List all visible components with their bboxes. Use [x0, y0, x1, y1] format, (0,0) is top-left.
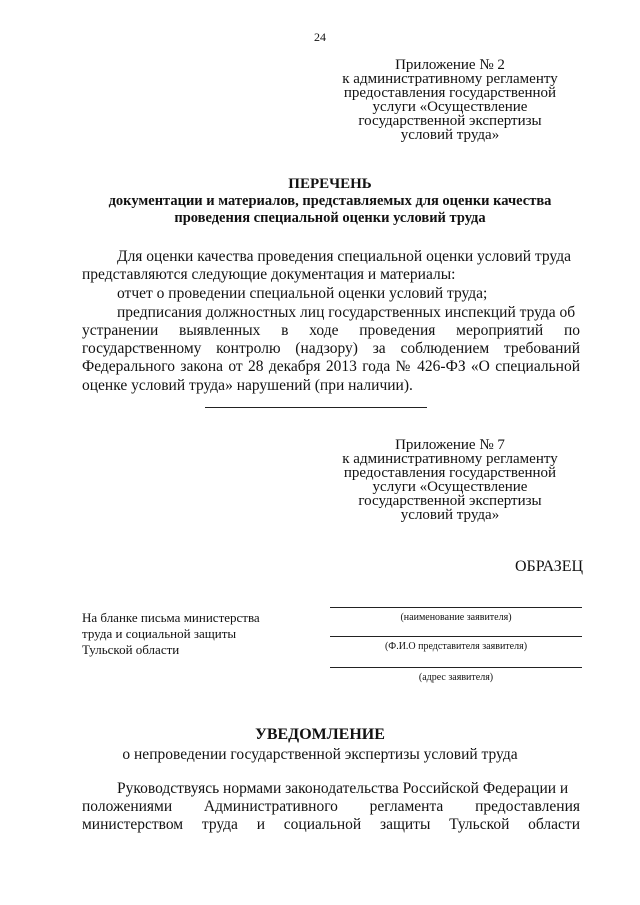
appendix-2-line: Приложение № 2	[395, 57, 505, 73]
separator-line	[205, 407, 427, 408]
representative-name-caption: (Ф.И.О представителя заявителя)	[384, 641, 528, 652]
list-title	[40, 176, 620, 227]
letterhead-note-line: труда и социальной защиты	[82, 626, 237, 641]
applicant-name-caption: (наименование заявителя)	[400, 612, 512, 623]
appendix-7-line: услуги «Осуществление	[372, 479, 528, 495]
list-item-line: государственному контролю (надзору) за соблюдением требований	[82, 340, 580, 357]
list-item: отчет о проведении специальной оценки условий труда;	[117, 285, 488, 302]
appendix-2-block	[330, 58, 570, 142]
appendix-2-line: предоставления государственной	[343, 85, 557, 101]
list-item: предписания должностных лиц государственных инспекций труда об	[117, 304, 576, 321]
appendix-7-line: условий труда»	[400, 507, 500, 523]
appendix-2-line: услуги «Осуществление	[372, 99, 528, 115]
list-item-line: оценке условий труда» нарушений (при наличии).	[82, 377, 413, 394]
notice-title: УВЕДОМЛЕНИЕ	[255, 726, 385, 743]
intro-line: представляются следующие документация и материалы:	[82, 266, 456, 283]
letterhead-note-line: Тульской области	[82, 642, 180, 657]
appendix-2-line: к административному регламенту	[342, 71, 558, 87]
notice-subtitle: о непроведении государственной экспертизы условий труда	[122, 746, 518, 763]
list-item-line: устранении выявленных в ходе проведения мероприятий по	[82, 322, 580, 339]
appendix-7-line: Приложение № 7	[395, 437, 505, 453]
sample-label: ОБРАЗЕЦ	[515, 558, 584, 575]
list-title-line: документации и материалов, представляемых для оценки качества	[108, 193, 552, 209]
applicant-address-caption: (адрес заявителя)	[418, 672, 494, 683]
appendix-7-line: государственной экспертизы	[358, 493, 542, 509]
letterhead-note-line: На бланке письма министерства	[82, 610, 260, 625]
list-item-line: Федерального закона от 28 декабря 2013 года № 426-ФЗ «О специальной	[82, 358, 580, 375]
applicant-name-line	[330, 607, 582, 608]
appendix-7-line: к административному регламенту	[342, 451, 558, 467]
page-number: 24	[314, 30, 326, 44]
appendix-7-block	[330, 438, 570, 522]
notice-body-line: Руководствуясь нормами законодательства Российской Федерации и	[117, 780, 569, 797]
representative-name-line	[330, 636, 582, 637]
appendix-2-line: государственной экспертизы	[358, 113, 542, 129]
notice-body-line: министерством труда и социальной защиты Тульской области	[82, 816, 580, 833]
list-heading: ПЕРЕЧЕНЬ	[288, 176, 372, 192]
list-title-line: проведения специальной оценки условий труда	[174, 210, 486, 226]
appendix-2-line: условий труда»	[400, 127, 500, 143]
appendix-7-line: предоставления государственной	[343, 465, 557, 481]
letterhead-note	[82, 610, 260, 658]
intro-line: Для оценки качества проведения специальной оценки условий труда	[117, 248, 571, 265]
notice-body-line: положениями Административного регламента предоставления	[82, 798, 580, 815]
applicant-address-line	[330, 667, 582, 668]
